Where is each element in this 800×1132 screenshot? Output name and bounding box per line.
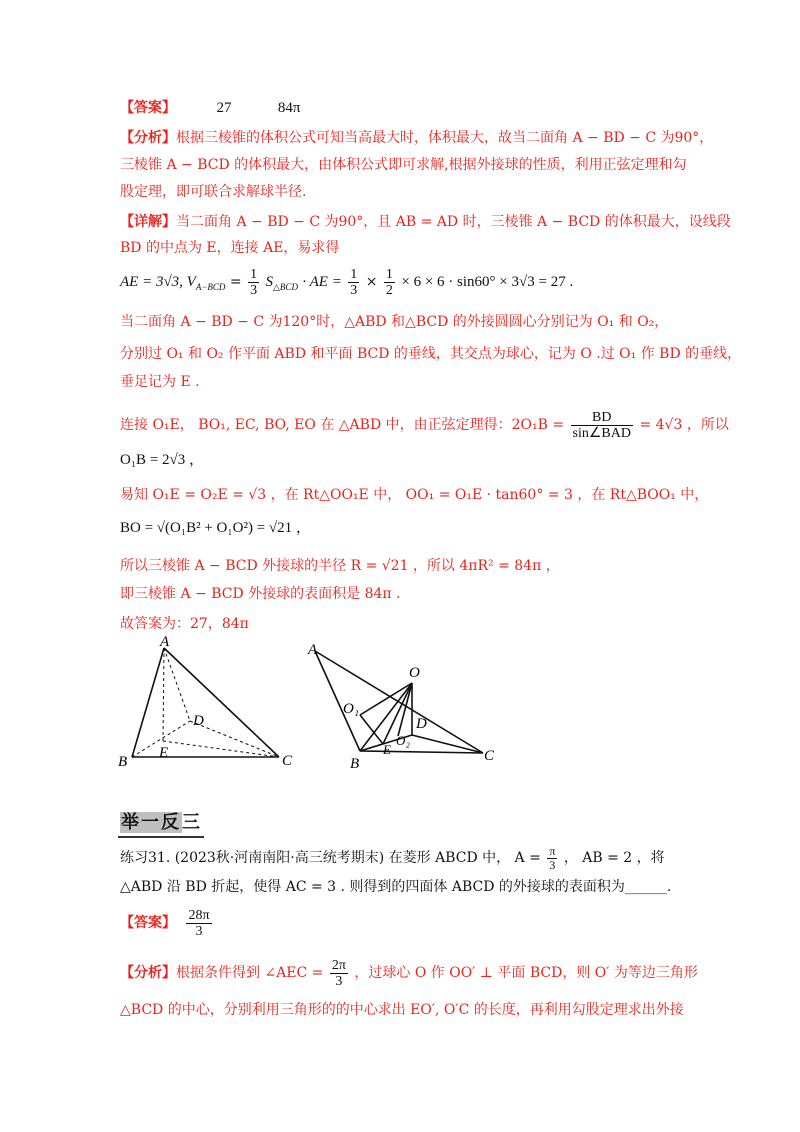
sine-rule-tail: = 4√3 ，所以 [639, 417, 729, 433]
frac-den: sin∠BAD [572, 425, 631, 441]
edge-o1e [360, 715, 383, 744]
detail2-line-7: BO = √(O₁B² + O₁O²) = √21 ， [120, 520, 311, 536]
label-e: E [159, 745, 169, 761]
answer-label: 【答案】 [120, 100, 176, 116]
label-d: D [416, 716, 427, 732]
analysis2-text-1-tail: ，过球心 O 作 OO′ ⊥ 平面 BCD，则 O′ 为等边三角形 [354, 965, 698, 981]
fraction-bd-sin [571, 410, 633, 441]
edge-ec [163, 741, 279, 757]
section-title-tail: 三 [182, 812, 202, 833]
label-o: O [409, 665, 420, 681]
fraction-1-2 [384, 267, 395, 298]
eq-s: S [265, 274, 274, 290]
answer2-label: 【答案】 [120, 915, 176, 931]
detail-label: 【详解】 [120, 214, 176, 230]
detail2-line-1: 当二面角 A − BD − C 为120°时，△ABD 和△BCD 的外接圆圆心分别记为 O₁ 和 O₂， [120, 314, 669, 330]
detail2-line-5: O₁B = 2√3 ， [120, 452, 205, 468]
answer-value-84pi: 84π [277, 100, 301, 116]
detail2-line-9: 即三棱锥 A − BCD 外接球的表面积是 84π . [120, 586, 401, 602]
detail2-line-4 [120, 405, 729, 445]
label-a: A [308, 642, 318, 658]
exercise-line-2: △ABD 沿 BD 折起，使得 AC = 3 . 则得到的四面体 ABCD 的外接球的表面积为______. [120, 879, 672, 895]
frac-den: 3 [335, 973, 343, 989]
analysis-line-1 [120, 128, 714, 148]
label-c: C [282, 753, 293, 769]
edge-ae [163, 648, 164, 741]
frac-num: 1 [385, 266, 393, 282]
frac-num: 28π [188, 907, 210, 923]
equation-ae-volume [120, 262, 690, 302]
analysis-label: 【分析】 [120, 130, 176, 146]
tetrahedron-figure-1 [115, 635, 305, 775]
detail2-line-2: 分别过 O₁ 和 O₂ 作平面 ABD 和平面 BCD 的垂线，其交点为球心，记为 O .过 O₁ 作 BD 的垂线， [120, 346, 742, 362]
exercise-text-1: 练习31. (2023秋·河南南阳·高三统考期末) 在菱形 ABCD 中， A = [120, 850, 541, 866]
frac-num: π [549, 843, 556, 858]
label-o1: O₁ [343, 701, 360, 717]
detail2-line-3: 垂足记为 E . [120, 374, 200, 390]
label-d: D [193, 713, 204, 729]
frac-num: 1 [350, 266, 358, 282]
label-c: C [484, 748, 495, 764]
answer-line-2 [120, 904, 690, 942]
label-b: B [118, 754, 128, 770]
frac-den: 3 [250, 282, 258, 298]
edge-ac [164, 648, 279, 757]
eq-times: × [365, 274, 378, 290]
frac-den: 2 [385, 282, 393, 298]
frac-num: 2π [331, 957, 346, 973]
detail2-line-10: 故答案为：27，84π [120, 616, 249, 632]
detail2-line-6: 易知 O₁E = O₂E = √3 ，在 Rt△OO₁E 中， OO₁ = O₁E · tan60° = 3 ，在 Rt△BOO₁ 中， [120, 487, 709, 503]
eq-sub-bcd: △BCD [273, 281, 298, 292]
eq-sub-abcd: A−BCD [195, 281, 226, 292]
section-title [118, 808, 204, 838]
edge-bc [360, 751, 483, 753]
eq-ae-mid: · AE = [302, 274, 342, 290]
answer-line-1 [120, 98, 690, 118]
detail-line-1 [120, 212, 731, 232]
analysis-line-3: 股定理，即可联合求解球半径. [120, 184, 307, 200]
edge-ad [164, 648, 190, 721]
detail2-line-8: 所以三棱锥 A − BCD 外接球的半径 R = √21 ，所以 4πR² = 84π ， [120, 558, 560, 574]
analysis2-text-1: 根据条件得到 ∠AEC = [176, 965, 324, 981]
eq-equals-1: = [229, 274, 242, 290]
analysis2-line-1 [120, 953, 698, 993]
detail-line-2: BD 的中点为 E，连接 AE，易求得 [120, 240, 340, 256]
fraction-pi-3 [547, 845, 557, 872]
sine-rule-text: 连接 O₁E， BO₁, EC, BO, EO 在 △ABD 中，由正弦定理得：2O₁B = [120, 417, 565, 433]
exercise-text-1-tail: ， AB = 2 ，将 [563, 850, 665, 866]
label-b: B [350, 756, 360, 772]
analysis-text-1: 根据三棱锥的体积公式可知当高最大时，体积最大，故当二面角 A − BD − C 为90°， [176, 130, 714, 146]
edge-dc [412, 735, 483, 753]
fraction-1-3-a [248, 267, 259, 298]
fraction-28pi-3 [186, 908, 211, 939]
label-a: A [160, 635, 170, 650]
frac-num: 1 [250, 266, 258, 282]
eq-ae-left: AE = 3√3, V [120, 274, 196, 290]
label-o2: O₂ [396, 733, 410, 748]
analysis2-label: 【分析】 [120, 965, 176, 981]
answer-value-27: 27 [216, 100, 232, 116]
frac-den: 3 [549, 857, 556, 872]
tetrahedron-figure-2 [300, 640, 510, 775]
fraction-2pi-3 [330, 958, 348, 989]
frac-num: BD [571, 410, 633, 426]
fraction-1-3-b [348, 267, 359, 298]
eq-tail: × 6 × 6 · sin60° × 3√3 = 27 . [401, 274, 574, 290]
analysis-line-2: 三棱锥 A − BCD 的体积最大，由体积公式即可求解,根据外接球的性质，利用正弦定理和勾 [120, 157, 687, 173]
frac-den: 3 [350, 282, 358, 298]
detail-text-1: 当二面角 A − BD − C 为90°，且 AB = AD 时，三棱锥 A − BCD 的体积最大，设线段 [176, 214, 731, 230]
label-e: E [383, 742, 391, 757]
exercise-line-1 [120, 840, 690, 876]
analysis2-line-2: △BCD 的中心，分别利用三角形的的中心求出 EO′, O′C 的长度，再利用勾股定理求出外接 [120, 1002, 684, 1018]
frac-den: 3 [195, 923, 203, 939]
section-title-highlight: 举一反 [121, 812, 181, 833]
